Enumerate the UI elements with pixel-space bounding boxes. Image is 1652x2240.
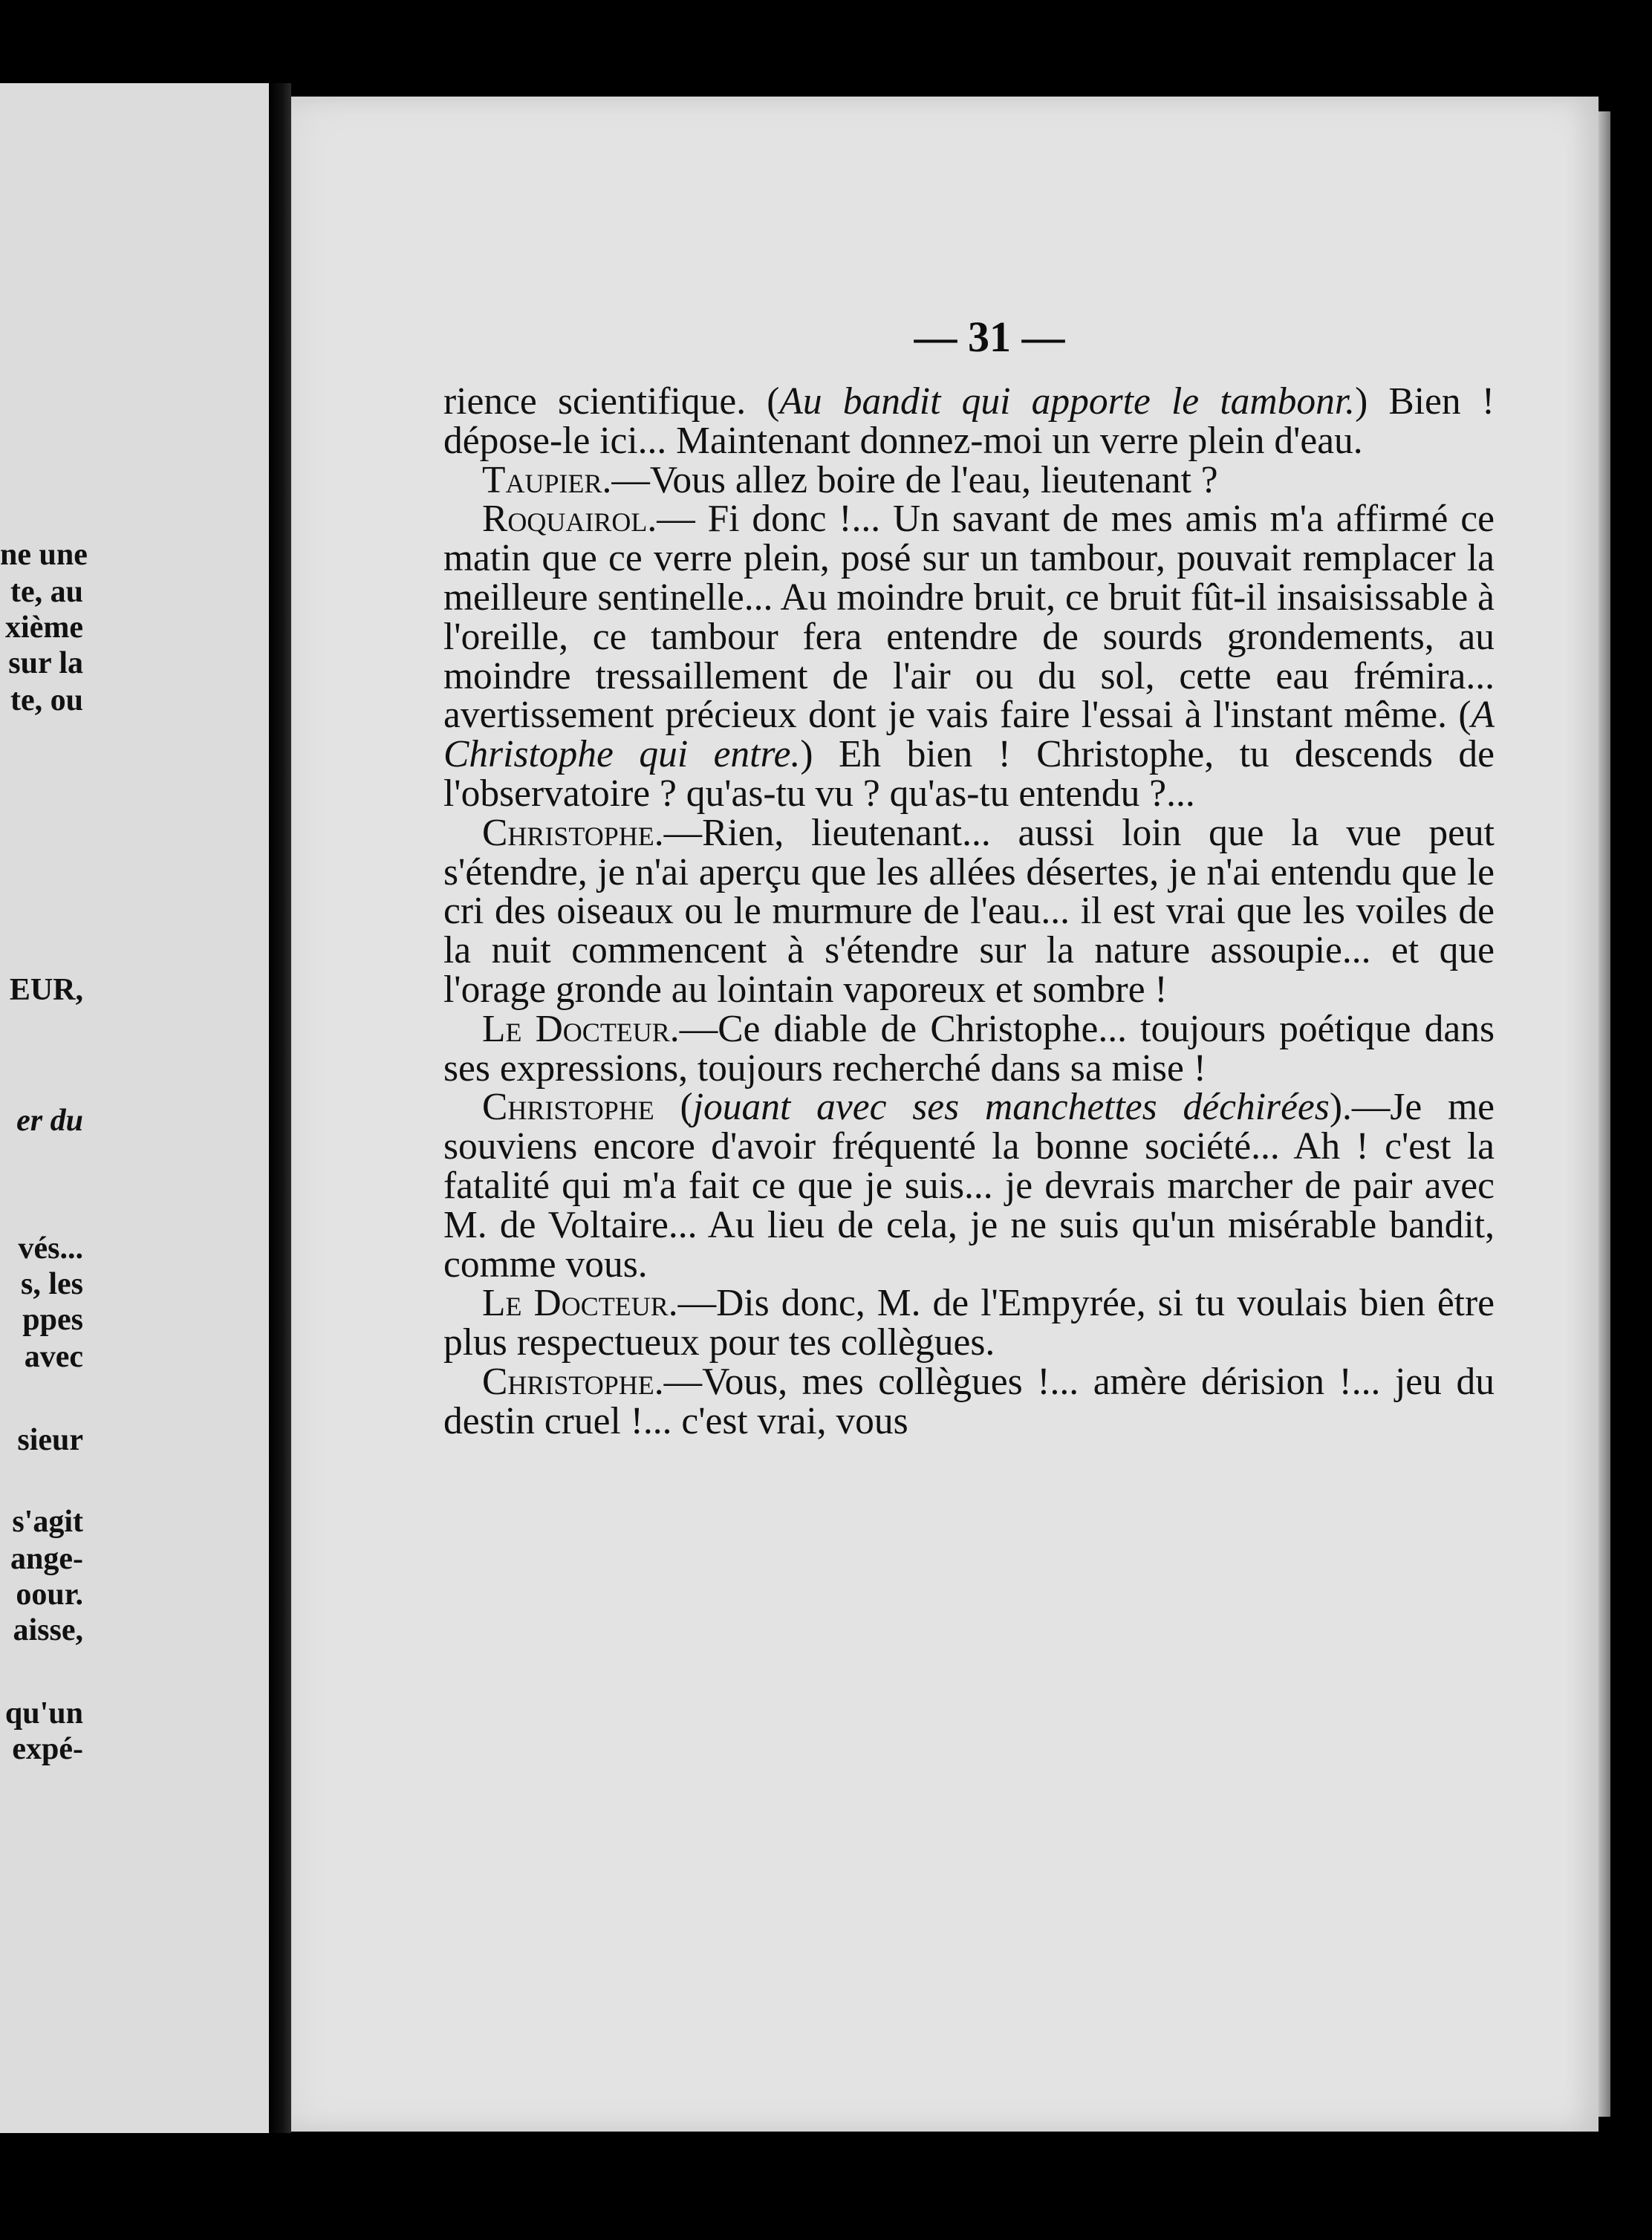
book-page bbox=[291, 97, 1599, 2132]
paragraph bbox=[443, 1007, 1495, 1090]
speaker-name: Christophe bbox=[482, 1086, 654, 1129]
dialogue-text: —Vous, mes collègues !... amère dérision !... jeu du destin cruel !... c'est vrai, vous bbox=[443, 1360, 1495, 1442]
speaker-name: Christophe. bbox=[482, 811, 664, 854]
speaker-name: Le Docteur. bbox=[482, 1007, 680, 1050]
page-number: — 31 — bbox=[914, 313, 1065, 361]
previous-page-line-fragment: EUR, bbox=[9, 973, 83, 1007]
dialogue-text: ( bbox=[654, 1086, 693, 1129]
paragraph bbox=[443, 1360, 1495, 1442]
speaker-name: Christophe. bbox=[482, 1360, 664, 1403]
previous-page-line-fragment: oour. bbox=[16, 1578, 83, 1612]
paragraph bbox=[443, 1284, 1495, 1363]
page-edge bbox=[1599, 111, 1610, 2117]
speaker-name: Taupier. bbox=[482, 458, 612, 501]
previous-page-line-fragment: er du bbox=[16, 1104, 83, 1138]
dialogue-text: ).—Je me souviens encore d'avoir fréquenté la bonne société... Ah ! c'est la fatalité qui m'a fait ce que je suis... je devrais marcher de pair avec M. de Voltaire... Au lieu de cela, je ne suis qu'un misérable bandit, comme vous. bbox=[443, 1086, 1495, 1286]
paragraph bbox=[443, 458, 1495, 501]
previous-page-line-fragment: sieur bbox=[17, 1423, 83, 1457]
dialogue-text: ) Eh bien ! Christophe, tu descends de l'observatoire ? qu'as-tu vu ? qu'as-tu entendu ?... bbox=[443, 733, 1495, 815]
dialogue-text: — Fi donc !... Un savant de mes amis m'a affirmé ce matin que ce verre plein, posé sur un tambour, pouvait remplacer la meilleure sentinelle... Au moindre bruit, ce bruit fût-il insaisissable à l'oreille, ce tambour fera entendre de sourds grondements, au moindre tressaillement de l'air ou du sol, cette eau frémira... avertissement précieux dont je vais faire l'essai à l'instant même. ( bbox=[443, 498, 1495, 737]
previous-page-line-fragment: ange- bbox=[10, 1542, 83, 1576]
stage-direction: A Christophe qui entre. bbox=[443, 694, 1495, 776]
stage-direction: jouant avec ses manchettes déchirées bbox=[692, 1086, 1330, 1129]
speaker-name: Le Docteur. bbox=[482, 1282, 678, 1325]
paragraph bbox=[443, 500, 1495, 813]
dialogue-text: rience scientifique. ( bbox=[443, 380, 780, 423]
previous-page-line-fragment: avec bbox=[24, 1340, 83, 1374]
previous-page-line-fragment: vés... bbox=[18, 1231, 83, 1266]
speaker-name: Roquairol. bbox=[482, 498, 657, 541]
previous-page-line-fragment: ne une bbox=[0, 538, 88, 572]
book-gutter bbox=[269, 83, 291, 2133]
dialogue-text: —Rien, lieutenant... aussi loin que la vue peut s'étendre, je n'ai aperçu que les allées désertes, je n'ai entendu que le cri des oiseaux ou le murmure de l'eau... il est vrai que les voiles de la nuit commencent à s'étendre sur la nature assoupie... et que l'orage gronde au lointain vaporeux et sombre ! bbox=[443, 811, 1495, 1011]
paragraph bbox=[443, 1088, 1495, 1284]
previous-page-line-fragment: expé- bbox=[12, 1732, 83, 1766]
page-body-text bbox=[443, 382, 1495, 1442]
previous-page-text bbox=[0, 83, 269, 2133]
previous-page-line-fragment: s'agit bbox=[12, 1505, 83, 1539]
dialogue-text: —Dis donc, M. de l'Empyrée, si tu voulais bien être plus respectueux pour tes collègues. bbox=[443, 1282, 1495, 1364]
previous-page-line-fragment: te, ou bbox=[10, 683, 83, 717]
previous-page-line-fragment: ppes bbox=[22, 1303, 83, 1337]
paragraph bbox=[443, 382, 1495, 461]
previous-page-line-fragment: qu'un bbox=[4, 1696, 83, 1731]
previous-page-line-fragment: aisse, bbox=[13, 1613, 83, 1647]
previous-page-line-fragment: sur la bbox=[8, 646, 83, 680]
previous-page-line-fragment: xième bbox=[5, 611, 83, 645]
previous-page-line-fragment: te, au bbox=[10, 575, 83, 609]
dialogue-text: —Ce diable de Christophe... toujours poétique dans ses expressions, toujours recherché dans sa mise ! bbox=[443, 1007, 1495, 1090]
previous-page-line-fragment: s, les bbox=[21, 1267, 83, 1301]
stage-direction: Au bandit qui apporte le tambonr. bbox=[779, 380, 1356, 423]
paragraph bbox=[443, 811, 1495, 1011]
previous-page-fragment bbox=[0, 83, 269, 2133]
dialogue-text: —Vous allez boire de l'eau, lieutenant ? bbox=[611, 458, 1218, 501]
dialogue-text: ) Bien ! dépose-le ici... Maintenant donnez-moi un verre plein d'eau. bbox=[443, 380, 1495, 462]
